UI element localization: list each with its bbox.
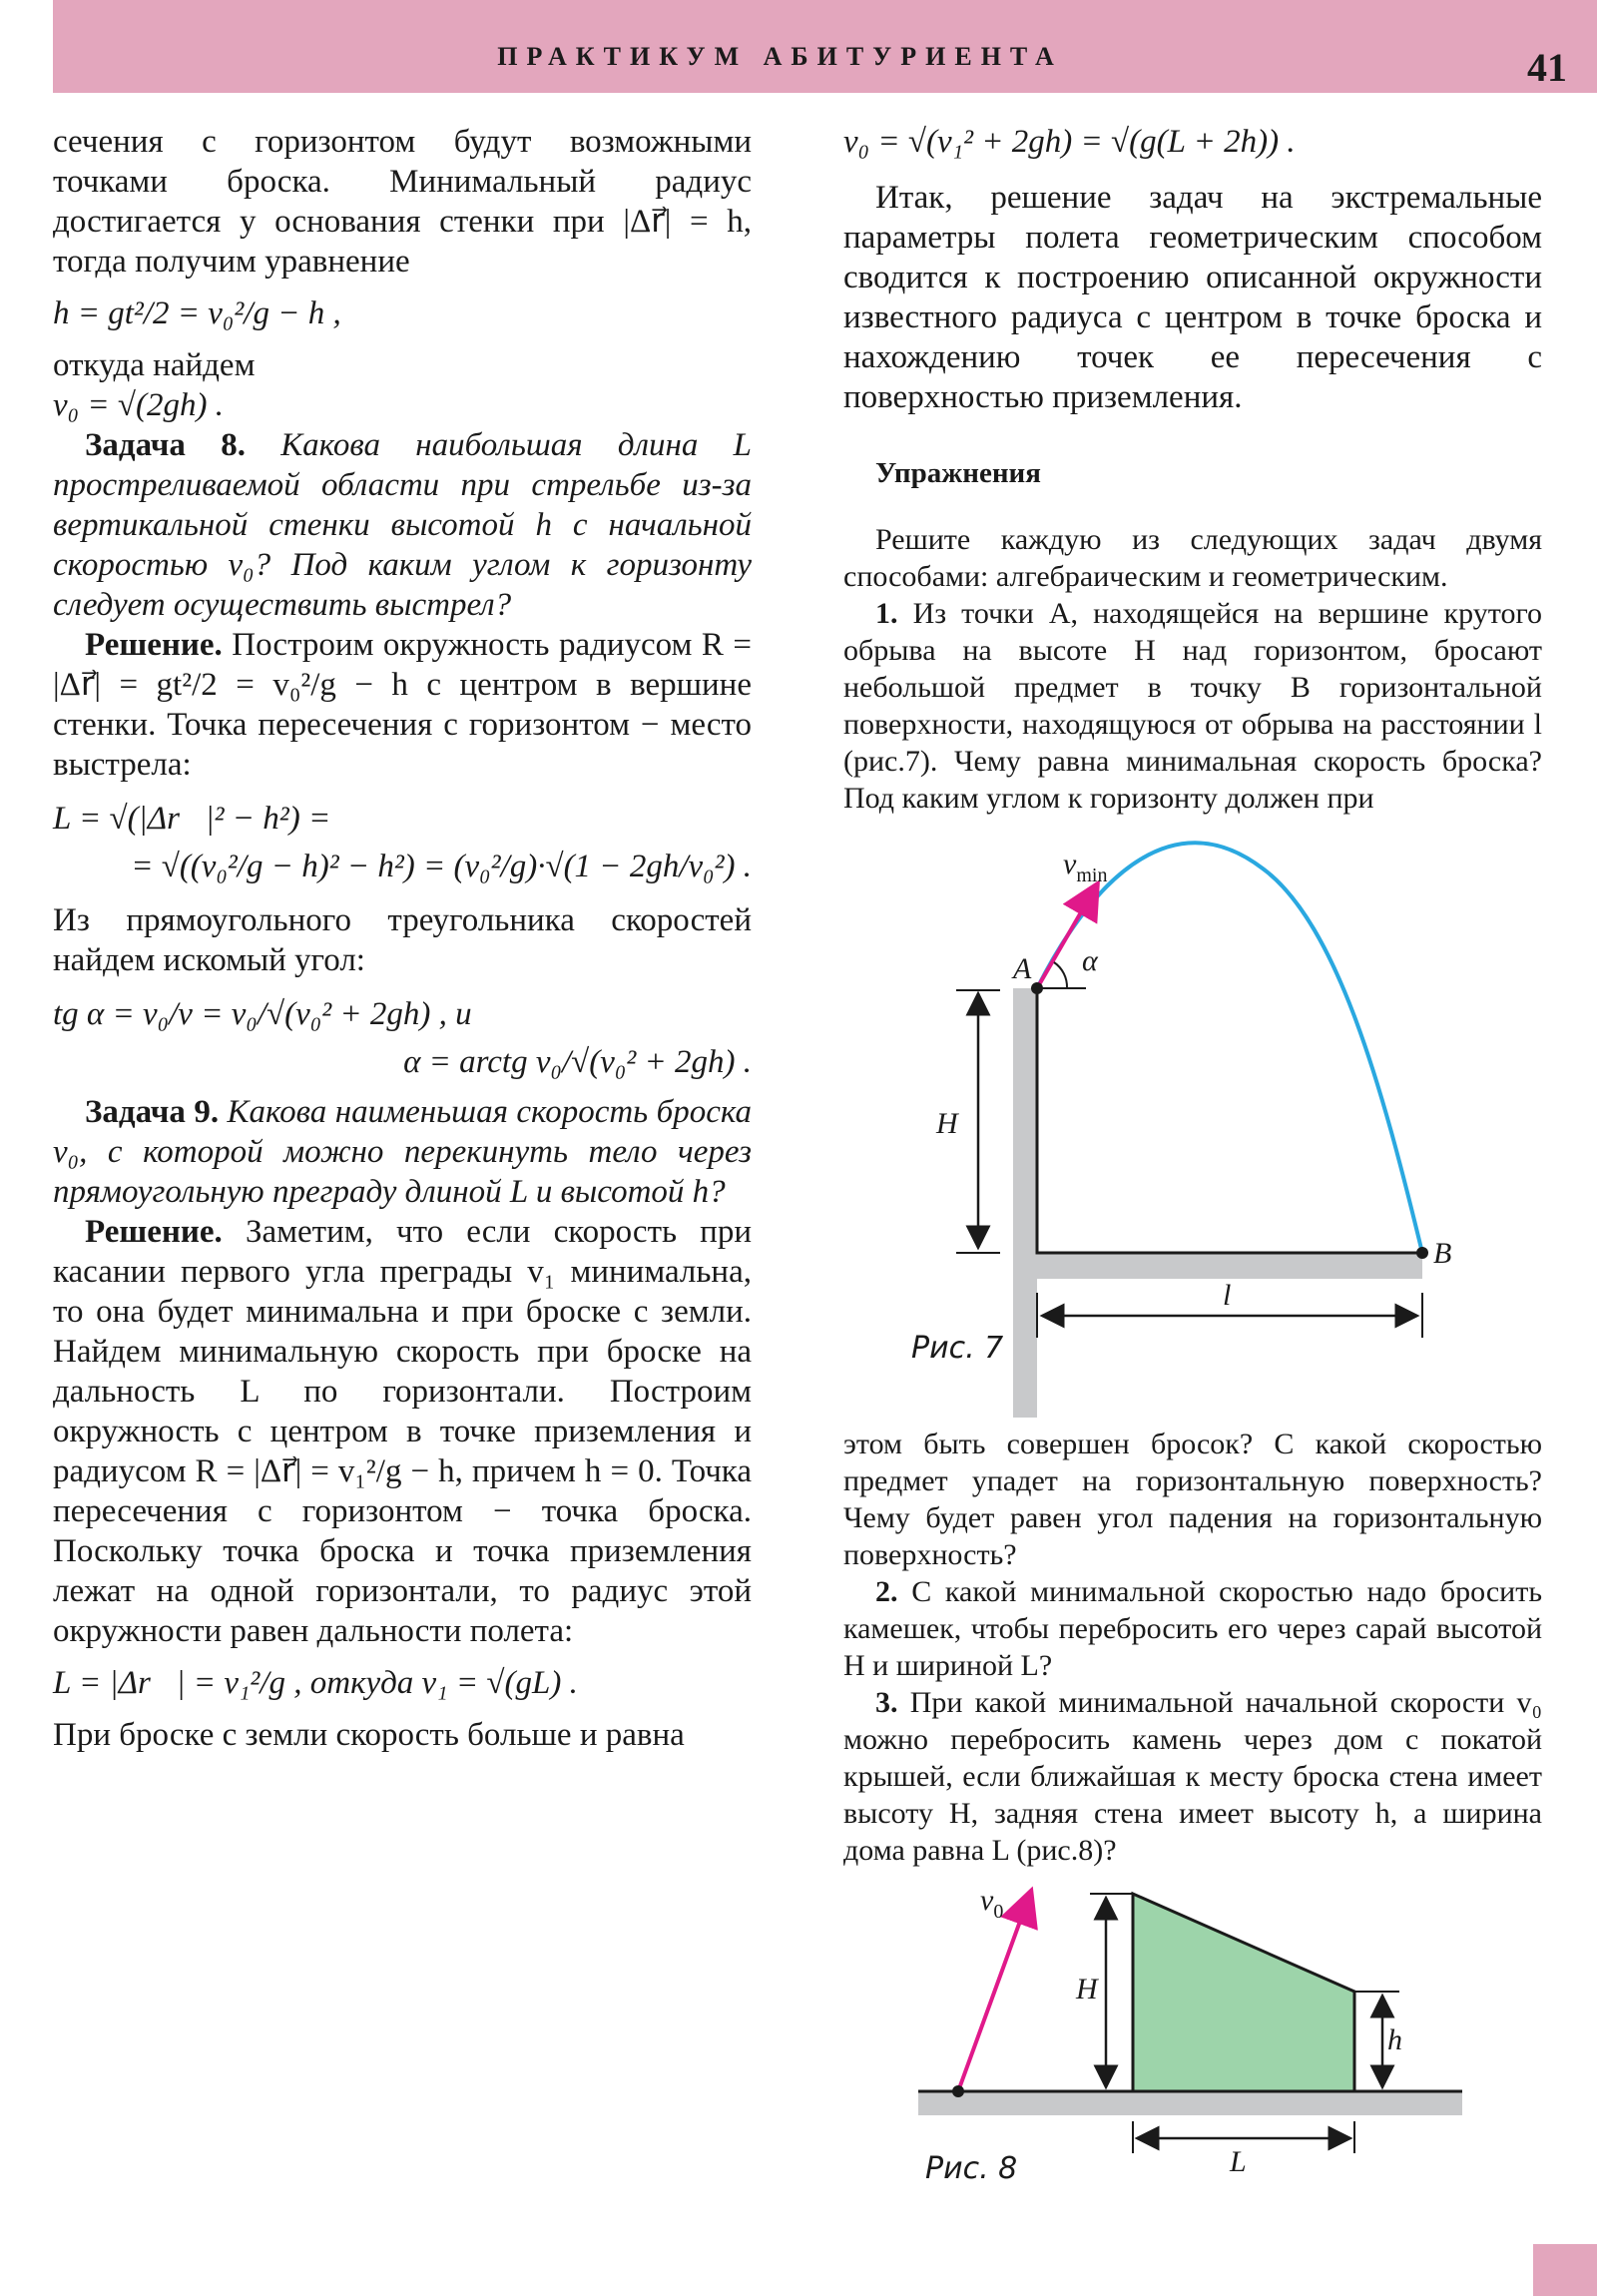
alpha-arc: [1054, 962, 1067, 988]
figure-7: [878, 839, 1477, 1378]
task-8-label: Задача 8.: [85, 427, 246, 463]
exercise-1-continued: этом быть совершен бросок? С какой скоростью предмет упадет на горизонтальную поверхность? Чему будет равен угол падения на горизонтальную поверхность?: [843, 1428, 1542, 1571]
figure-8-caption: Рис. 8: [925, 2151, 1018, 2186]
solution-9-text: Заметим, что если скорость при касании первого угла преграды v₁ минимальна, то она будет минимальна и при броске с земли. Найдем минимальную скорость при броске на дальность L по горизонтали. Построим окружность с центром в точке приземления и радиусом R = |Δr⃗| = v₁²/g − h, причем h = 0. Точка пересечения с горизонтом − точка броска. Поскольку точка броска и точка приземления лежат на одной горизонтали, то радиус этой окружности равен дальности полета:: [53, 1214, 752, 1649]
page-number: 41: [1527, 45, 1567, 90]
formula-L3: L = |Δr⃗| = v₁²/g , откуда v₁ = √(gL) .: [53, 1665, 578, 1701]
figure-7-caption: Рис. 7: [911, 1331, 1004, 1366]
v0-vector: [958, 1894, 1030, 2091]
ground-surface: [1013, 1253, 1422, 1279]
exercise-3-number: 3.: [875, 1686, 898, 1719]
left-column: [53, 122, 752, 1755]
alpha-label: α: [1082, 944, 1098, 977]
width-L-label: L: [1230, 2145, 1247, 2178]
task-8: [53, 425, 752, 625]
exercise-2-text: С какой минимальной скоростью надо бросить камешек, чтобы перебросить его через сарай высотой H и шириной L?: [843, 1575, 1542, 1682]
vmin-subscript: min: [1076, 864, 1108, 886]
formula-tg: tg α = v₀/v = v₀/√(v₀² + 2gh) , и: [53, 996, 472, 1032]
left-paragraph-2: откуда найдем: [53, 347, 256, 383]
cliff-wall: [1013, 988, 1037, 1418]
exercise-3-text: При какой минимальной начальной скорости v₀ можно перебросить камень через дом с покатой крышей, если ближайшая к месту броска стена имеет высоту H, задняя стена имеет высоту h, а ширина дома равна L (рис.8)?: [843, 1686, 1542, 1867]
formula-alpha: α = arctg v₀/√(v₀² + 2gh) .: [403, 1044, 752, 1080]
height-label: H: [936, 1107, 958, 1140]
page-header: [53, 0, 1597, 93]
right-column-bottom: [843, 1426, 1542, 1869]
task-9: [53, 1092, 752, 1212]
throw-point-dot: [952, 2085, 964, 2097]
exercises-intro: Решите каждую из следующих задач двумя способами: алгебраическим и геометрическим.: [843, 523, 1542, 593]
exercise-3: [843, 1684, 1542, 1869]
left-paragraph-3: Из прямоугольного треугольника скоростей найдем искомый угол:: [53, 902, 752, 978]
cliff-edge-line: [1037, 988, 1422, 1253]
header-title: ПРАКТИКУМ АБИТУРИЕНТА: [497, 42, 1063, 71]
vmin-label: $v_{min}$: [1063, 848, 1108, 886]
solution-9-label: Решение.: [85, 1214, 223, 1250]
left-paragraph-1: сечения с горизонтом будут возможными точками броска. Минимальный радиус достигается у основания стенки при |Δr⃗| = h, тогда получим уравнение: [53, 124, 752, 280]
left-paragraph-4: При броске с земли скорость больше и равна: [53, 1717, 685, 1753]
exercise-2-number: 2.: [875, 1575, 898, 1608]
right-column-top: [843, 122, 1542, 817]
formula-L1: L = √(|Δr⃗|² − h²) =: [53, 801, 331, 837]
solution-8-label: Решение.: [85, 627, 223, 663]
page-corner-tab: [1533, 2244, 1597, 2296]
exercise-1-text: Из точки A, находящейся на вершине крутого обрыва на высоте H над горизонтом, бросают небольшой предмет в точку B горизонтальной поверхности, находящуюся от обрыва на расстоянии l (рис.7). Чему равна минимальная скорость броска? Под каким углом к горизонту должен при: [843, 597, 1542, 815]
formula-L2: = √((v₀²/g − h)² − h²) = (v₀²/g)·√(1 − 2gh/v₀²) .: [131, 849, 752, 884]
house-shape: [1133, 1894, 1354, 2091]
figure-8: [918, 1882, 1477, 2181]
point-b-dot: [1416, 1247, 1428, 1259]
solution-8-text: Построим окружность радиусом R = |Δr⃗| = gt²/2 = v₀²/g − h с центром в вершине стенки. Точка пересечения с горизонтом − место выстрела:: [53, 627, 752, 783]
length-label: l: [1223, 1279, 1232, 1312]
point-a-dot: [1031, 982, 1043, 994]
exercise-2: [843, 1573, 1542, 1684]
task-9-text: Какова наименьшая скорость броска v₀, с которой можно перекинуть тело через прямоугольную преграду длиной L и высотой h?: [53, 1094, 753, 1210]
height-h-label: h: [1387, 2023, 1402, 2056]
right-paragraph-1: Итак, решение задач на экстремальные параметры полета геометрическим способом сводится к построению описанной окружности известного радиуса с центром в точке броска и нахождению точек ее пересечения с поверхностью приземления.: [843, 180, 1542, 415]
solution-8: [53, 625, 752, 785]
solution-9: [53, 1212, 752, 1651]
formula-v0: v₀ = √(2gh) .: [53, 387, 224, 423]
trajectory-curve: [1037, 843, 1422, 1253]
formula-h: h = gt²/2 = v₀²/g − h ,: [53, 295, 341, 331]
task-8-text: Какова наибольшая длина L простреливаемой области при стрельбе из-за вертикальной стенки высотой h с начальной скоростью v₀? Под каким углом к горизонту следует осуществить выстрел?: [53, 427, 752, 623]
point-a-label: A: [1013, 952, 1032, 985]
v0-subscript: 0: [993, 1901, 1004, 1923]
task-9-label: Задача 9.: [85, 1094, 220, 1130]
point-b-label: B: [1433, 1237, 1452, 1270]
exercises-title: Упражнения: [875, 457, 1041, 489]
exercise-1: [843, 595, 1542, 817]
v0-label: $v_0$: [980, 1884, 1004, 1923]
formula-v0-final: v₀ = √(v₁² + 2gh) = √(g(L + 2h)) .: [843, 124, 1296, 160]
exercise-1-number: 1.: [875, 597, 898, 630]
height-H-label: H: [1076, 1973, 1098, 2006]
ground-surface: [918, 2091, 1462, 2115]
